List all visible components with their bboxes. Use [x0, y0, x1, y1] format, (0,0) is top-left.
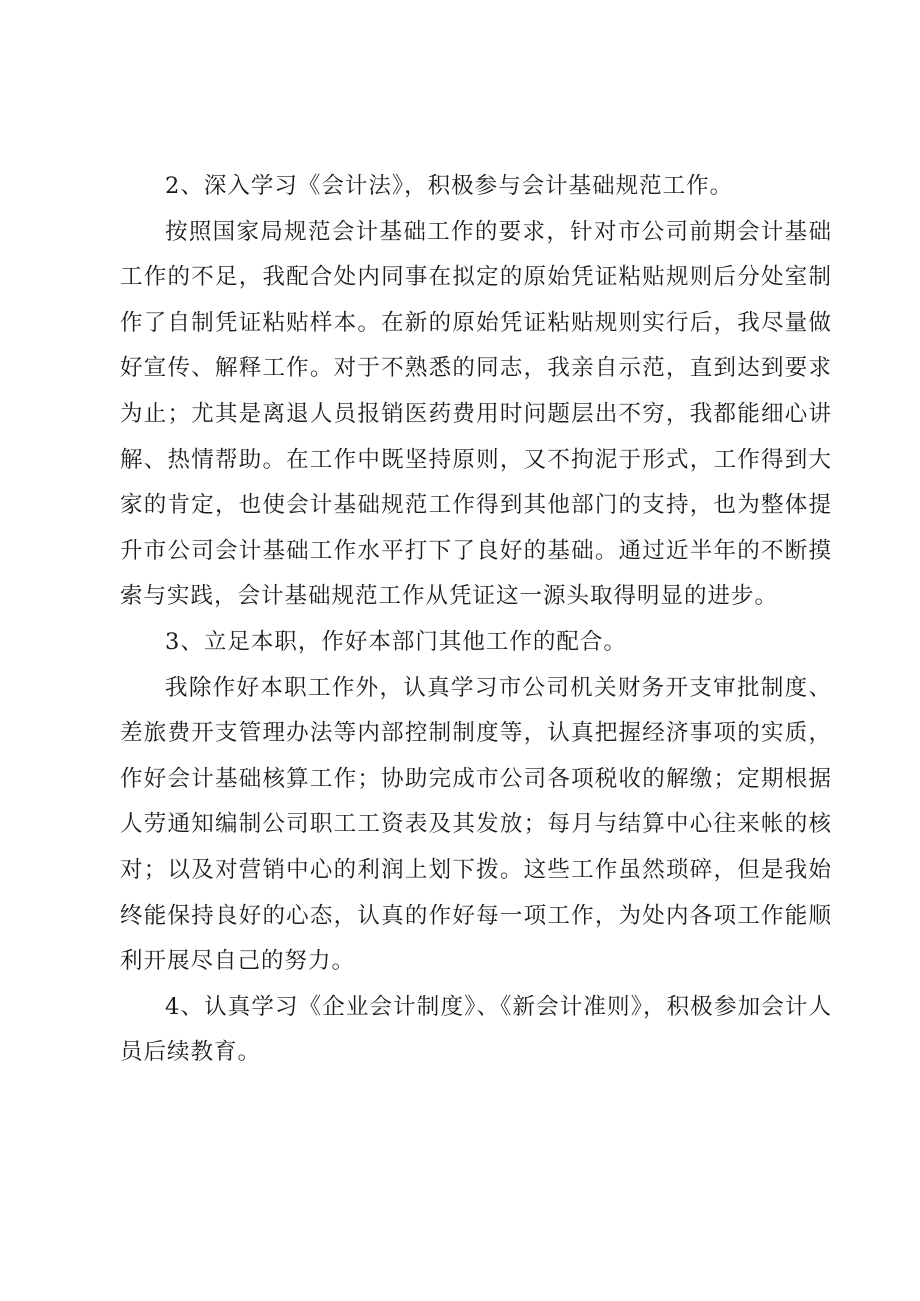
- body-paragraph: 按照国家局规范会计基础工作的要求，针对市公司前期会计基础工作的不足，我配合处内同事在拟定的原始凭证粘贴规则后分处室制作了自制凭证粘贴样本。在新的原始凭证粘贴规则实行后，我尽量做好宣传、解释工作。对于不熟悉的同志，我亲自示范，直到达到要求为止；尤其是离退人员报销医药费用时问题层出不穷，我都能细心讲解、热情帮助。在工作中既坚持原则，又不拘泥于形式，工作得到大家的肯定，也使会计基础规范工作得到其他部门的支持，也为整体提升市公司会计基础工作水平打下了良好的基础。通过近半年的不断摸索与实践，会计基础规范工作从凭证这一源头取得明显的进步。: [120, 218, 832, 610]
- document-body: [120, 164, 832, 1076]
- section-heading-4: 4、认真学习《企业会计制度》、《新会计准则》，积极参加会计人员后续教育。: [120, 993, 832, 1066]
- section-heading-2: 2、深入学习《会计法》，积极参与会计基础规范工作。: [165, 173, 734, 199]
- section-heading-3: 3、立足本职，作好本部门其他工作的配合。: [165, 628, 627, 655]
- body-paragraph: 我除作好本职工作外，认真学习市公司机关财务开支审批制度、差旅费开支管理办法等内部控制制度等，认真把握经济事项的实质，作好会计基础核算工作；协助完成市公司各项税收的解缴；定期根据人劳通知编制公司职工工资表及其发放；每月与结算中心往来帐的核对；以及对营销中心的利润上划下拨。这些工作虽然琐碎，但是我始终能保持良好的心态，认真的作好每一项工作，为处内各项工作能顺利开展尽自己的努力。: [120, 674, 832, 975]
